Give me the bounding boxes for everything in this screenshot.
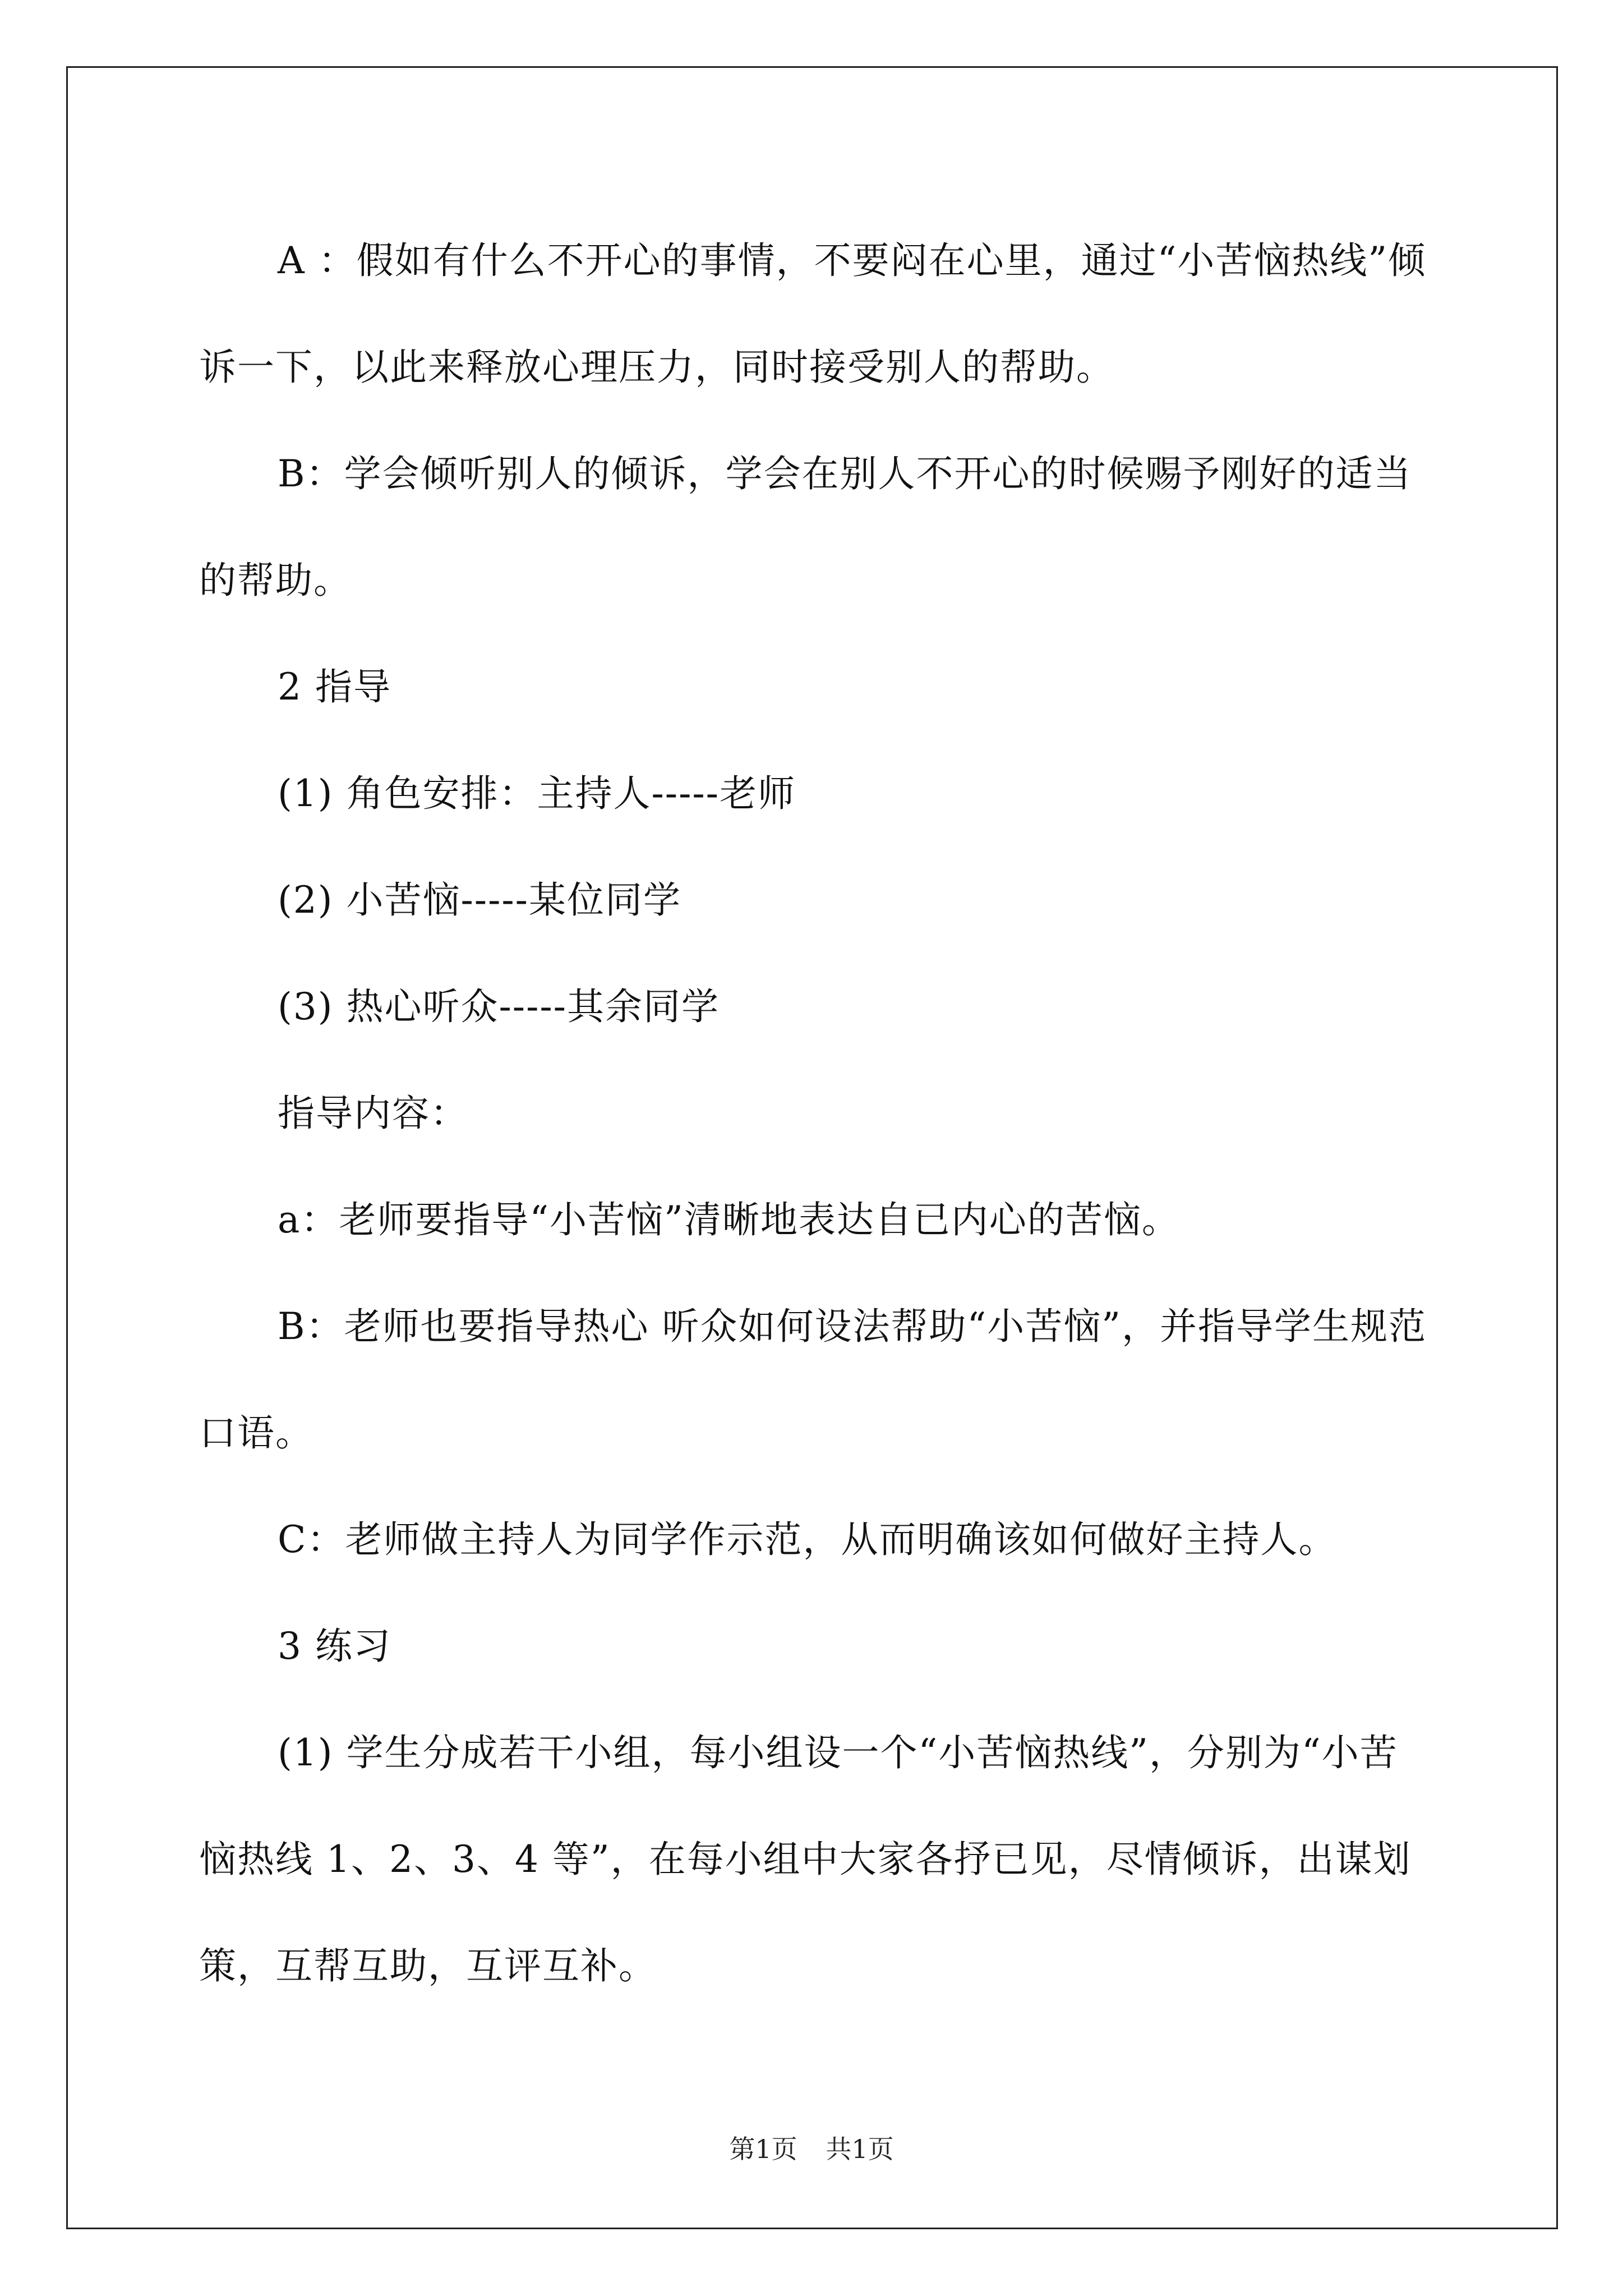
paragraph-b: B：学会倾听别人的倾诉，学会在别人不开心的时候赐予刚好的适当的帮助。 [199, 452, 1412, 602]
document-body [199, 208, 1430, 2019]
section-heading-practice: 3 练习 [278, 1625, 391, 1668]
page-footer [0, 2129, 1623, 2166]
list-item-role-worry: (2) 小苦恼-----某位同学 [278, 878, 681, 922]
section-heading-guidance: 2 指导 [278, 665, 391, 708]
guidance-item-b: B：老师也要指导热心 听众如何设法帮助“小苦恼”，并指导学生规范口语。 [199, 1305, 1427, 1455]
guidance-item-c: C：老师做主持人为同学作示范，从而明确该如何做好主持人。 [278, 1518, 1337, 1561]
page-number: 第1页 [729, 2134, 797, 2164]
list-item-role-audience: (3) 热心听众-----其余同学 [278, 985, 720, 1028]
paragraph-a: A ：假如有什么不开心的事情，不要闷在心里，通过“小苦恼热线”倾诉一下，以此来释放心理压力，同时接受别人的帮助。 [199, 239, 1427, 389]
page-total: 共1页 [826, 2134, 894, 2164]
practice-item-1: (1) 学生分成若干小组，每小组设一个“小苦恼热线”，分别为“小苦恼热线 1、2、3、4 等”，在每小组中大家各抒已见，尽情倾诉，出谋划策，互帮互助，互评互补。 [199, 1731, 1412, 1987]
guidance-content-heading: 指导内容： [278, 1092, 468, 1135]
guidance-item-a: a：老师要指导“小苦恼”清晰地表达自已内心的苦恼。 [278, 1198, 1180, 1241]
list-item-role-host: (1) 角色安排：主持人-----老师 [278, 772, 796, 815]
